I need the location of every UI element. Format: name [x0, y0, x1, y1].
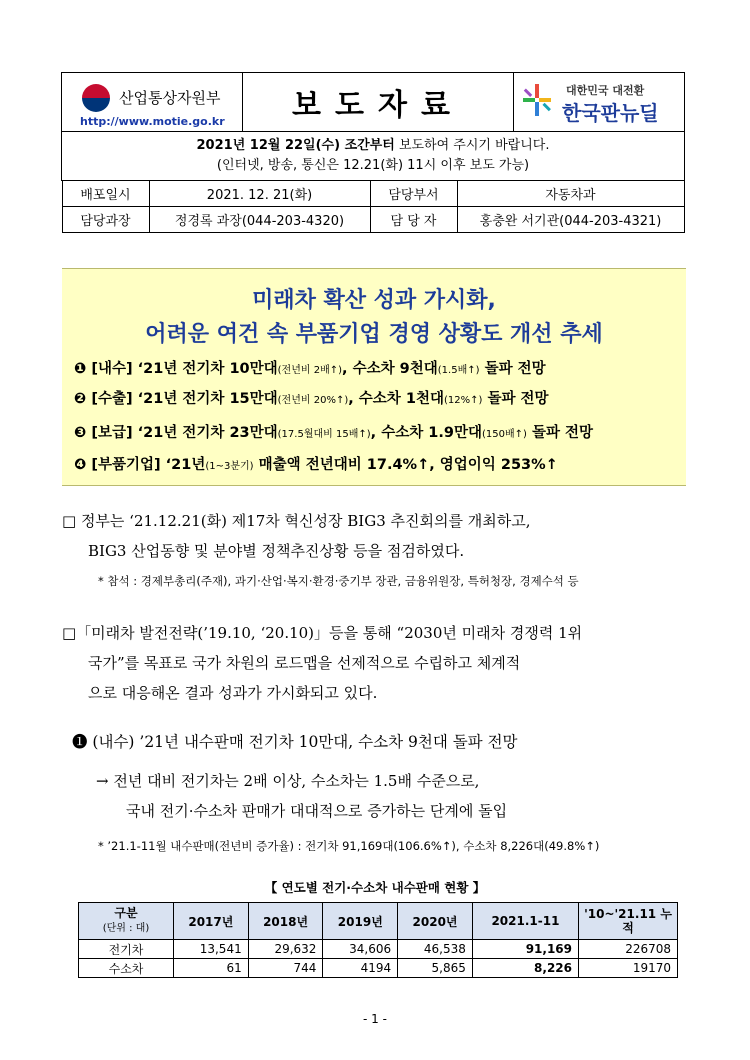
table-cell: 226708 [579, 940, 678, 959]
column-header-cumulative: '10~'21.11 누적 [579, 903, 678, 940]
brand-title: 한국판뉴딜 [562, 101, 659, 125]
headline-bullet-3 [74, 421, 593, 442]
ministry-logo-cell [62, 73, 243, 132]
table-title: 【 연도별 전기·수소차 내수판매 현황 】 [264, 880, 486, 895]
embargo-time: 2021년 12월 22일(수) 조간부터 [196, 138, 395, 153]
new-deal-star-icon [522, 83, 552, 117]
bullet-text: 돌파 전망 [482, 391, 549, 407]
value-dept: 자동차과 [457, 181, 684, 207]
table-cell: 34,606 [323, 940, 398, 959]
bullet-text: 매출액 전년대비 17.4%↑, 영업이익 253%↑ [253, 457, 558, 473]
bullet-sub: (1.5배↑) [437, 365, 480, 376]
headline-bullet-2 [74, 387, 549, 408]
info-table [62, 181, 685, 233]
headline-title-2: 어려운 여건 속 부품기업 경영 상황도 개선 추세 [145, 322, 603, 347]
table-corner-header [79, 903, 174, 940]
label-director: 담당과장 [62, 207, 149, 233]
bullet-text: , 수소차 1.9만대 [370, 425, 482, 441]
corner-unit: (단위 : 대) [102, 923, 150, 934]
table-row [79, 959, 678, 978]
paragraph-1-line-1: □ 정부는 ‘21.12.21(화) 제17차 혁신성장 BIG3 추진회의를 개최하고, [62, 512, 531, 530]
label-dept: 담당부서 [370, 181, 457, 207]
table-cell: 744 [248, 959, 323, 978]
table-cell: 19170 [579, 959, 678, 978]
embargo-text: 보도하여 주시기 바랍니다. [394, 138, 550, 153]
bullet-number: ❹ [74, 457, 87, 473]
bullet-text: 돌파 전망 [526, 425, 594, 441]
bullet-sub: (17.5월대비 15배↑) [277, 429, 371, 440]
page-number: - 1 - [363, 1012, 387, 1026]
bullet-text: , 수소차 9천대 [342, 361, 438, 377]
bullet-sub: (전년비 20%↑) [277, 395, 349, 406]
label-dist-date: 배포일시 [62, 181, 149, 207]
row-label: 전기차 [79, 940, 174, 959]
bullet-sub: (전년비 2배↑) [277, 365, 343, 376]
taegeuk-emblem-icon [76, 81, 116, 115]
bullet-sub: (12%↑) [443, 395, 483, 406]
section-1-title: ❶ (내수) ’21년 내수판매 전기차 10만대, 수소차 9천대 돌파 전망 [72, 733, 518, 751]
paragraph-1-line-2: BIG3 산업동향 및 분야별 정책추진상황 등을 점검하였다. [88, 542, 465, 560]
headline-title-1: 미래차 확산 성과 가시화, [252, 288, 496, 313]
table-cell: 91,169 [472, 940, 578, 959]
section-1-note: * ’21.1-11월 내수판매(전년비 증가율) : 전기차 91,169대(106.6%↑), 수소차 8,226대(49.8%↑) [98, 839, 600, 853]
section-1-line-2: 국내 전기·수소차 판매가 대대적으로 증가하는 단계에 돌입 [126, 802, 508, 820]
paragraph-2-line-1: □「미래차 발전전략(’19.10, ‘20.10)」등을 통해 “2030년 미래차 경쟁력 1위 [62, 624, 583, 642]
bullet-text: [부품기업] ‘21년 [86, 457, 206, 473]
table-cell: 4194 [323, 959, 398, 978]
table-cell: 8,226 [472, 959, 578, 978]
column-header: 2020년 [398, 903, 473, 940]
table-cell: 61 [174, 959, 249, 978]
bullet-text: , 수소차 1천대 [348, 391, 444, 407]
bullet-number: ❶ [74, 361, 87, 377]
paragraph-2-line-3: 으로 대응해온 결과 성과가 가시화되고 있다. [88, 684, 378, 702]
ministry-url[interactable]: http://www.motie.go.kr [80, 115, 225, 128]
paragraph-2-line-2: 국가”를 목표로 국가 차원의 로드맵을 선제적으로 수립하고 체계적 [88, 654, 521, 672]
bullet-sub: (1~3분기) [205, 461, 254, 472]
bullet-text: [내수] ‘21년 전기차 10만대 [86, 361, 278, 377]
paragraph-1-note: * 참석 : 경제부총리(주재), 과기·산업·복지·환경·중기부 장관, 금융위원장, 특허청장, 경제수석 등 [98, 574, 579, 588]
column-header: 2021.1-11 [472, 903, 578, 940]
table-cell: 5,865 [398, 959, 473, 978]
bullet-text: [보급] ‘21년 전기차 23만대 [86, 425, 278, 441]
label-contact: 담 당 자 [370, 207, 457, 233]
ev-fcev-sales-table [78, 902, 678, 978]
ministry-name: 산업통상자원부 [119, 89, 221, 107]
press-release-header [61, 72, 685, 233]
page-title: 보도자료 [243, 73, 514, 132]
bullet-number: ❷ [74, 391, 87, 407]
corner-label: 구분 [114, 906, 138, 920]
embargo-notice [62, 132, 685, 181]
row-label: 수소차 [79, 959, 174, 978]
embargo-online: (인터넷, 방송, 통신은 12.21(화) 11시 이후 보도 가능) [216, 158, 530, 173]
headline-bullet-4 [74, 453, 558, 474]
table-cell: 46,538 [398, 940, 473, 959]
value-dist-date: 2021. 12. 21(화) [149, 181, 370, 207]
bullet-text: 돌파 전망 [479, 361, 546, 377]
column-header: 2017년 [174, 903, 249, 940]
table-cell: 13,541 [174, 940, 249, 959]
value-director: 정경록 과장(044-203-4320) [149, 207, 370, 233]
bullet-text: [수출] ‘21년 전기차 15만대 [86, 391, 278, 407]
headline-box [62, 268, 686, 486]
bullet-number: ❸ [74, 425, 87, 441]
column-header: 2018년 [248, 903, 323, 940]
value-contact: 홍충완 서기관(044-203-4321) [457, 207, 684, 233]
column-header: 2019년 [323, 903, 398, 940]
headline-bullet-1 [74, 357, 546, 378]
table-row [79, 940, 678, 959]
brand-subtitle: 대한민국 대전환 [566, 84, 645, 97]
section-1-line-1: → 전년 대비 전기차는 2배 이상, 수소차는 1.5배 수준으로, [96, 772, 480, 790]
bullet-sub: (150배↑) [481, 429, 527, 440]
new-deal-logo-cell [514, 73, 685, 132]
table-cell: 29,632 [248, 940, 323, 959]
